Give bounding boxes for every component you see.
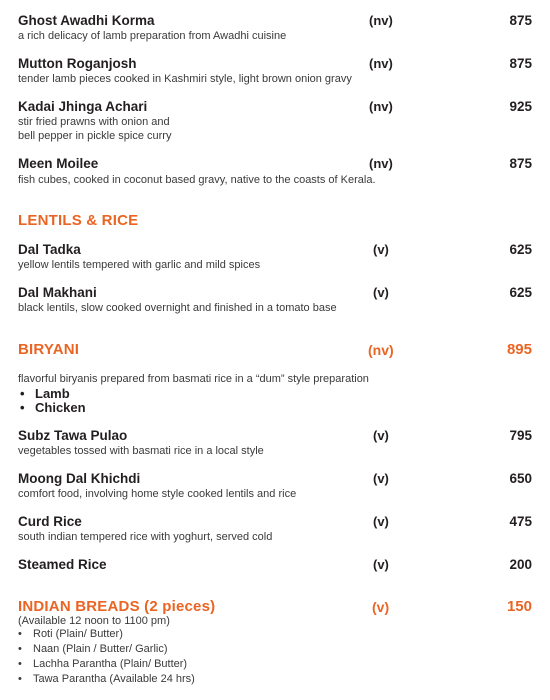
item-tag: (v): [373, 471, 389, 486]
item-description: a rich delicacy of lamb preparation from Awadhi cuisine: [18, 30, 287, 42]
bread-option: • Roti (Plain/ Butter): [18, 628, 123, 640]
item-tag: (v): [373, 428, 389, 443]
item-price: 875: [509, 156, 532, 171]
item-name: Mutton Roganjosh: [18, 56, 137, 71]
item-tag: (nv): [369, 156, 393, 171]
item-name: Steamed Rice: [18, 557, 107, 572]
item-tag: (nv): [369, 56, 393, 71]
item-description: bell pepper in pickle spice curry: [18, 130, 172, 142]
item-description: vegetables tossed with basmati rice in a local style: [18, 445, 264, 457]
item-description: stir fried prawns with onion and: [18, 116, 170, 128]
item-name: Kadai Jhinga Achari: [18, 99, 148, 114]
biryani-option: • Lamb: [20, 386, 70, 401]
item-name: Moong Dal Khichdi: [18, 471, 141, 486]
item-tag: (nv): [369, 99, 393, 114]
item-price: 625: [509, 242, 532, 257]
item-price: 795: [509, 428, 532, 443]
breads-availability: (Available 12 noon to 1100 pm): [18, 615, 170, 627]
section-title-lentils: LENTILS & RICE: [18, 212, 139, 229]
biryani-tag: (nv): [368, 342, 394, 358]
section-title-breads: INDIAN BREADS (2 pieces): [18, 598, 216, 615]
biryani-price: 895: [506, 341, 532, 358]
item-tag: (v): [373, 242, 389, 257]
item-description: tender lamb pieces cooked in Kashmiri style, light brown onion gravy: [18, 73, 352, 85]
item-price: 200: [509, 557, 532, 572]
item-name: Ghost Awadhi Korma: [18, 13, 155, 28]
item-name: Curd Rice: [18, 514, 82, 529]
item-price: 875: [509, 56, 532, 71]
item-tag: (v): [373, 557, 389, 572]
biryani-description: flavorful biryanis prepared from basmati rice in a “dum” style preparation: [18, 373, 369, 385]
item-tag: (nv): [369, 13, 393, 28]
item-description: comfort food, involving home style cooked lentils and rice: [18, 488, 297, 500]
item-description: south indian tempered rice with yoghurt, served cold: [18, 531, 273, 543]
breads-price: 150: [506, 598, 532, 615]
breads-tag: (v): [372, 599, 390, 615]
item-price: 925: [509, 99, 532, 114]
item-name: Dal Tadka: [18, 242, 81, 257]
item-name: Subz Tawa Pulao: [18, 428, 128, 443]
item-description: black lentils, slow cooked overnight and finished in a tomato base: [18, 302, 337, 314]
item-name: Meen Moilee: [18, 156, 99, 171]
item-tag: (v): [373, 285, 389, 300]
item-description: fish cubes, cooked in coconut based gravy, native to the coasts of Kerala.: [18, 174, 376, 186]
biryani-option: • Chicken: [20, 400, 86, 415]
bread-option: • Tawa Parantha (Available 24 hrs): [18, 673, 195, 685]
item-price: 625: [509, 285, 532, 300]
item-price: 475: [509, 514, 532, 529]
item-name: Dal Makhani: [18, 285, 97, 300]
bread-option: • Naan (Plain / Butter/ Garlic): [18, 643, 168, 655]
item-price: 650: [509, 471, 532, 486]
section-title-biryani: BIRYANI: [18, 341, 80, 358]
item-price: 875: [509, 13, 532, 28]
item-tag: (v): [373, 514, 389, 529]
bread-option: • Lachha Parantha (Plain/ Butter): [18, 658, 188, 670]
item-description: yellow lentils tempered with garlic and mild spices: [18, 259, 261, 271]
